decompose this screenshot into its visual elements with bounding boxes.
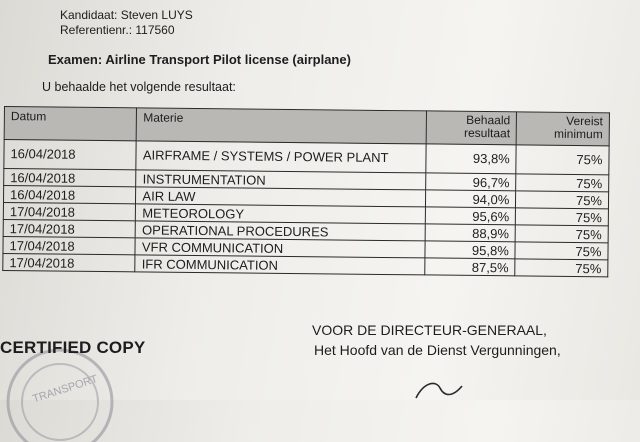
row-result: 94,0% [425, 190, 516, 208]
signatory-line-2: Het Hoofd van de Dienst Vergunningen, [314, 342, 561, 358]
row-minimum: 75% [516, 145, 609, 175]
row-subject: OPERATIONAL PROCEDURES [136, 221, 425, 241]
row-result: 87,5% [424, 258, 515, 276]
row-minimum: 75% [515, 259, 608, 277]
row-date: 17/04/2018 [3, 219, 136, 237]
exam-title: Examen: Airline Transport Pilot license (airplane) [48, 52, 351, 67]
results-table [2, 106, 610, 277]
row-minimum: 75% [515, 225, 608, 243]
row-subject: VFR COMMUNICATION [135, 238, 424, 258]
row-subject: AIRFRAME / SYSTEMS / POWER PLANT [136, 141, 426, 173]
row-date: 16/04/2018 [4, 140, 137, 170]
reference-line: Referentienr.: 117560 [60, 23, 175, 37]
row-result: 96,7% [425, 173, 516, 191]
header-minimum-line2: minimum [553, 126, 603, 142]
certified-copy-label: CERTIFIED COPY [0, 338, 146, 357]
stamp-text: TRANSPORT [31, 373, 100, 406]
signatory-line-1: VOOR DE DIRECTEUR-GENERAAL, [312, 322, 547, 338]
row-minimum: 75% [516, 174, 609, 192]
header-minimum-line1: Vereist [566, 113, 603, 129]
row-date: 16/04/2018 [4, 169, 137, 187]
row-minimum: 75% [516, 191, 609, 209]
row-subject: AIR LAW [136, 187, 425, 207]
header-date: Datum [4, 107, 137, 141]
intro-text: U behaalde het volgende resultaat: [42, 80, 236, 94]
row-result: 95,8% [425, 241, 516, 259]
header-result [426, 111, 517, 145]
row-date: 17/04/2018 [3, 202, 136, 220]
row-minimum: 75% [516, 208, 609, 226]
row-minimum: 75% [515, 242, 608, 260]
row-result: 93,8% [426, 144, 517, 174]
row-date: 16/04/2018 [3, 186, 136, 204]
row-date: 17/04/2018 [3, 253, 136, 271]
header-result-line1: Behaald [466, 112, 511, 128]
candidate-line: Kandidaat: Steven LUYS [60, 8, 193, 22]
row-subject: METEOROLOGY [136, 204, 425, 224]
row-date: 17/04/2018 [3, 236, 136, 254]
header-result-line2: resultaat [463, 125, 511, 141]
signature-mark [410, 378, 470, 400]
row-subject: INSTRUMENTATION [136, 170, 425, 190]
header-subject: Materie [137, 108, 427, 144]
row-subject: IFR COMMUNICATION [135, 255, 424, 275]
row-result: 88,9% [425, 224, 516, 242]
header-minimum [516, 112, 609, 146]
row-result: 95,6% [425, 207, 516, 225]
